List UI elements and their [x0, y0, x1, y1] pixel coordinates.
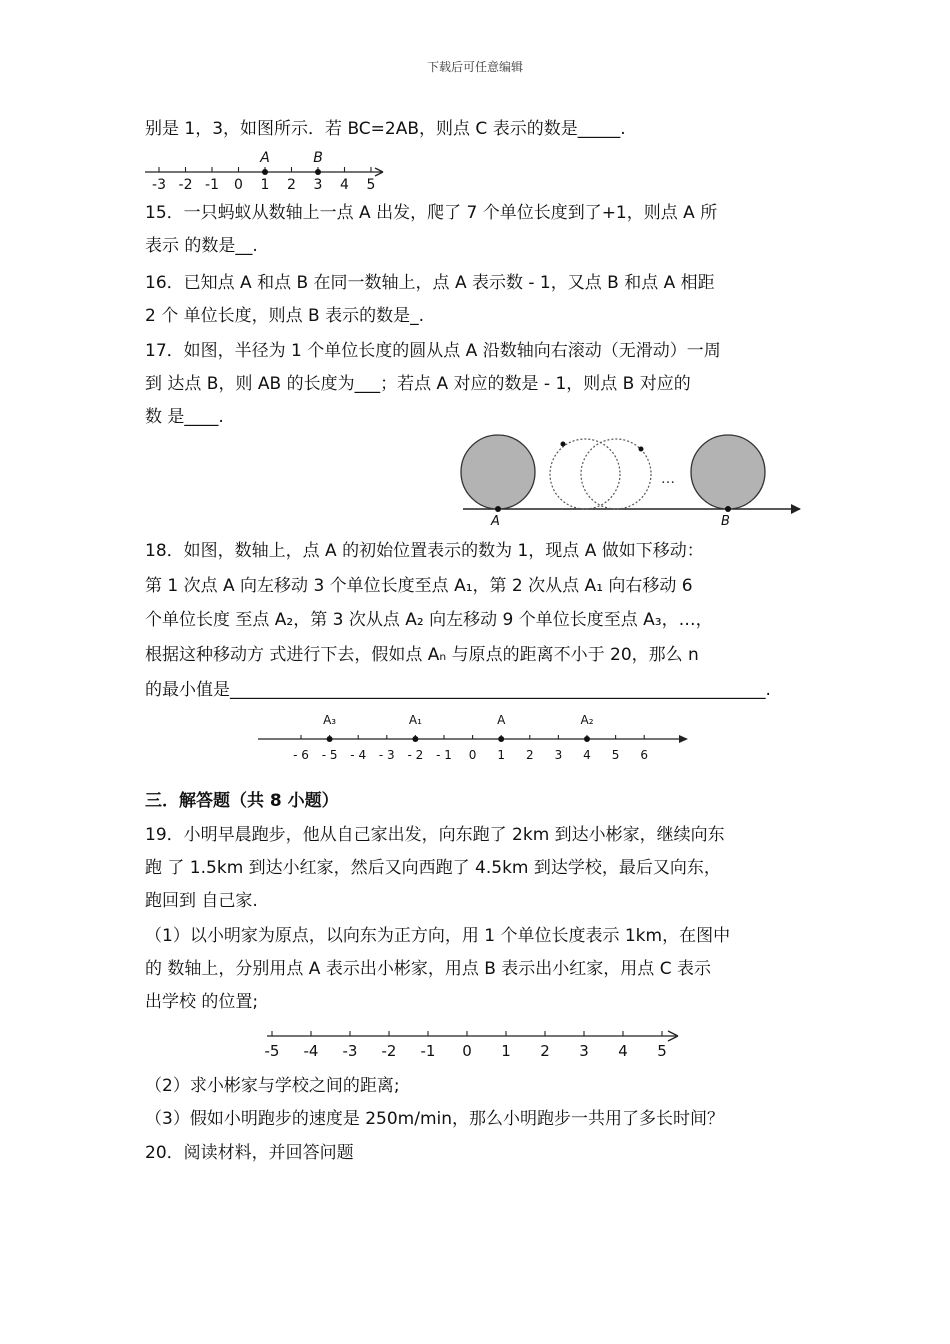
point-a-label: A — [491, 514, 500, 529]
arrow-icon — [791, 504, 801, 514]
q16-line1: 16．已知点 A 和点 B 在同一数轴上，点 A 表示数 - 1，又点 B 和点 A 相距 — [145, 273, 715, 293]
q18-line5: 的最小值是_______________________________________________________________. — [145, 680, 771, 700]
point-label: A — [497, 713, 506, 727]
q14-tail: 别是 1，3，如图所示．若 BC=2AB，则点 C 表示的数是_____. — [145, 119, 626, 139]
section-3-title: 三．解答题（共 8 小题） — [145, 791, 339, 811]
tick-label: - 1 — [436, 748, 452, 762]
rolling-circle-ghost — [550, 439, 620, 509]
tick-label: 1 — [501, 1042, 511, 1060]
tick-label: 4 — [583, 748, 591, 762]
rolling-circle-figure — [458, 430, 808, 530]
q18-line4: 根据这种移动方 式进行下去，假如点 Aₙ 与原点的距离不小于 20，那么 n — [145, 645, 699, 665]
tick-label: 1 — [260, 177, 270, 193]
q19-line5: 的 数轴上，分别用点 A 表示出小彬家，用点 B 表示出小红家，用点 C 表示 — [145, 959, 711, 979]
q19-line2: 跑 了 1.5km 到达小红家，然后又向西跑了 4.5km 到达学校，最后又向东， — [145, 858, 721, 878]
q19-part3: （3）假如小明跑步的速度是 250m/min，那么小明跑步一共用了多长时间？ — [145, 1109, 725, 1129]
q17-line2: 到 达点 B，则 AB 的长度为___；若点 A 对应的数是 - 1，则点 B 对应的 — [145, 374, 691, 394]
start-circle — [461, 435, 535, 509]
tick-label: 5 — [611, 748, 620, 762]
rolling-point — [639, 447, 644, 452]
tick-label: 3 — [313, 177, 323, 193]
arrow-icon — [679, 735, 688, 743]
number-line-q14 — [145, 150, 395, 195]
axis-point — [498, 736, 504, 742]
q19-line6: 出学校 的位置; — [145, 992, 259, 1012]
point-label: A₃ — [323, 713, 337, 727]
tick-label: 0 — [234, 177, 243, 193]
tick-label: 3 — [554, 748, 563, 762]
point-b — [725, 506, 731, 512]
point-label: A — [260, 150, 270, 166]
q17-line1: 17．如图，半径为 1 个单位长度的圆从点 A 沿数轴向右滚动（无滑动）一周 — [145, 341, 721, 361]
q15-line1: 15．一只蚂蚁从数轴上一点 A 出发，爬了 7 个单位长度到了+1，则点 A 所 — [145, 203, 718, 223]
number-line-q19 — [262, 1022, 692, 1067]
point-a — [495, 506, 501, 512]
q18-line1: 18．如图，数轴上，点 A 的初始位置表示的数为 1，现点 A 做如下移动： — [145, 541, 704, 561]
q16-line2: 2 个 单位长度，则点 B 表示的数是_. — [145, 306, 424, 326]
q17-line3: 数 是____. — [145, 407, 224, 427]
point-label: A₂ — [580, 713, 594, 727]
tick-label: 2 — [287, 177, 296, 193]
axis-point — [584, 736, 590, 742]
tick-label: -3 — [152, 177, 166, 193]
point-label: A₁ — [408, 713, 422, 727]
tick-label: -2 — [178, 177, 193, 193]
point-label: B — [313, 150, 323, 166]
axis-point — [412, 736, 418, 742]
tick-label: 3 — [579, 1042, 589, 1060]
tick-label: -3 — [342, 1042, 358, 1060]
tick-label: 4 — [618, 1042, 628, 1060]
q18-line3: 个单位长度 至点 A₂，第 3 次从点 A₂ 向左移动 9 个单位长度至点 A₃，…， — [145, 610, 713, 630]
tick-label: -1 — [205, 177, 219, 193]
tick-label: - 3 — [378, 748, 395, 762]
ellipsis: … — [661, 471, 675, 487]
tick-label: - 2 — [407, 748, 424, 762]
q19-line4: （1）以小明家为原点，以向东为正方向，用 1 个单位长度表示 1km，在图中 — [145, 926, 731, 946]
q19-line3: 跑回到 自己家. — [145, 891, 258, 911]
axis-point — [262, 169, 268, 175]
tick-label: 0 — [468, 748, 477, 762]
tick-label: -5 — [264, 1042, 280, 1060]
tick-label: 6 — [640, 748, 649, 762]
tick-label: -2 — [381, 1042, 397, 1060]
tick-label: 2 — [525, 748, 534, 762]
tick-label: -4 — [303, 1042, 319, 1060]
tick-label: 4 — [340, 177, 349, 193]
tick-label: - 6 — [293, 748, 309, 762]
axis-point — [315, 169, 321, 175]
tick-label: 2 — [540, 1042, 550, 1060]
page-header: 下载后可任意编辑 — [426, 60, 523, 74]
tick-label: - 5 — [321, 748, 338, 762]
rolling-point — [561, 442, 566, 447]
tick-label: - 4 — [350, 748, 367, 762]
q15-line2: 表示 的数是__. — [145, 236, 258, 256]
tick-label: 5 — [366, 177, 376, 193]
q19-part2: （2）求小彬家与学校之间的距离; — [145, 1076, 400, 1096]
q18-line2: 第 1 次点 A 向左移动 3 个单位长度至点 A₁，第 2 次从点 A₁ 向右移动 6 — [145, 576, 693, 596]
end-circle — [691, 435, 765, 509]
q19-line1: 19．小明早晨跑步，他从自己家出发，向东跑了 2km 到达小彬家，继续向东 — [145, 825, 725, 845]
number-line-q18 — [258, 708, 698, 768]
point-b-label: B — [721, 514, 730, 529]
tick-label: 1 — [497, 748, 506, 762]
axis-point — [327, 736, 333, 742]
q20-title: 20．阅读材料，并回答问题 — [145, 1143, 354, 1163]
tick-label: 0 — [462, 1042, 472, 1060]
tick-label: -1 — [420, 1042, 436, 1060]
tick-label: 5 — [657, 1042, 667, 1060]
